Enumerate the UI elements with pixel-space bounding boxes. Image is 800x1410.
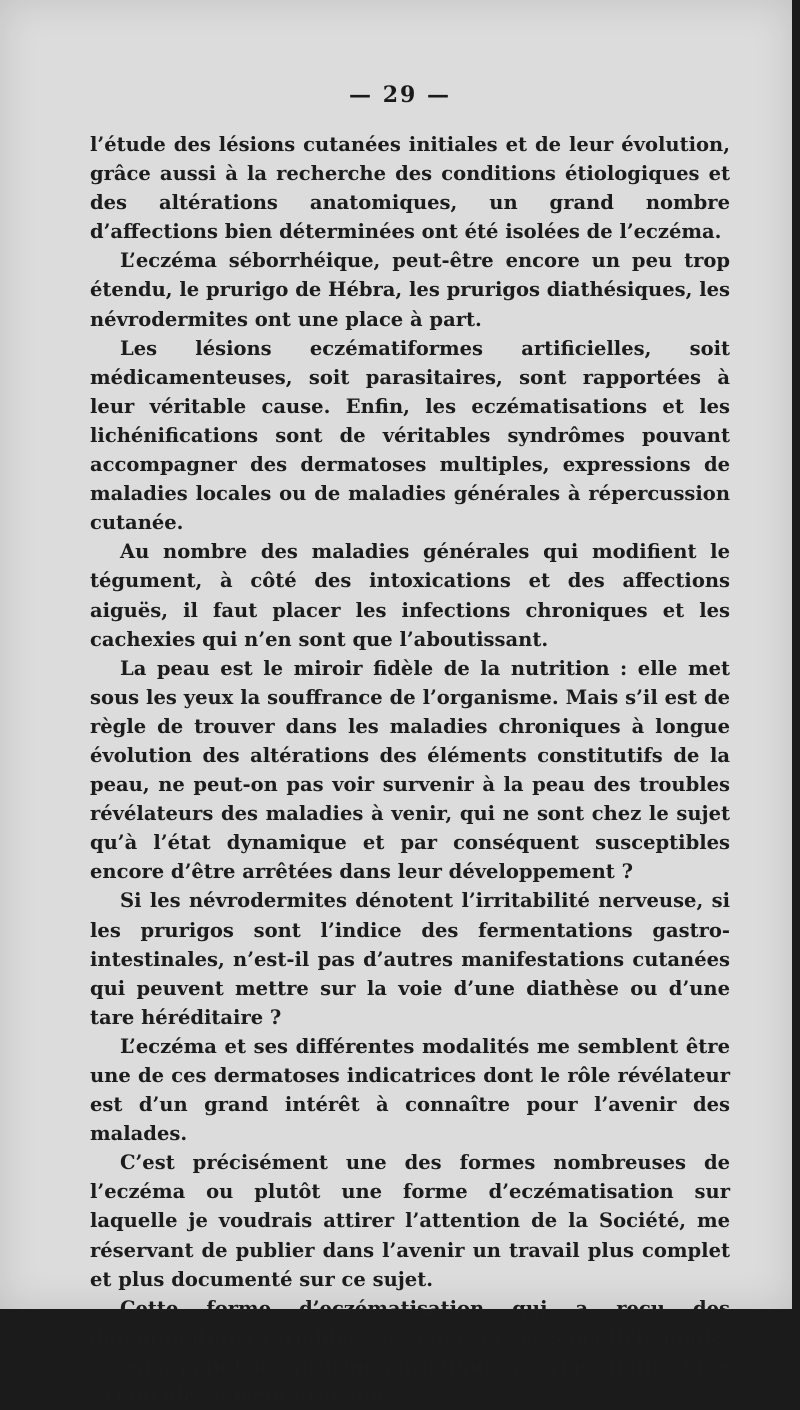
paragraph-6: Si les névrodermites dénotent l’irritabilité nerveuse, si les prurigos sont l’indice des fermentations gastro-intestinales, n’est-il pas d’autres manifestations cutanées qui peuvent mettre sur la voie d’une diathèse ou d’une tare héréditaire ? (90, 889, 730, 1029)
paragraph-7: L’eczéma et ses différentes modalités me semblent être une de ces dermatoses indicatrices dont le rôle révélateur est d’un grand intérêt à connaître pour l’avenir des malades. (90, 1034, 730, 1146)
paragraph-2: L’eczéma séborrhéique, peut-être encore un peu trop étendu, le prurigo de Hébra, les prurigos diathésiques, les névrodermites ont une place à part. (90, 249, 730, 331)
paragraph-9: Cette forme d’eczématisation qui a reçu des dénominations variables : eczéma sec, eczéma lichénoïde, eczéma papuleux, prurigo chronique, prurigo diathésique : coïncide souvent avec une (90, 1296, 730, 1408)
paragraph-5: La peau est le miroir fidèle de la nutrition : elle met sous les yeux la souffrance de l’organisme. Mais s’il est de règle de trouver dans les maladies chroniques à longue évolution des altérations des éléments constitutifs de la peau, ne peut-on pas voir survenir à la peau des troubles révélateurs des maladies à venir, qui ne sont chez le sujet qu’à l’état dynamique et par conséquent susceptibles encore d’être arrêtées dans leur développement ? (90, 656, 730, 884)
body-text (90, 130, 730, 1410)
paragraph-3: Les lésions eczématiformes artificielles, soit médicamenteuses, soit parasitaires, sont rapportées à leur véritable cause. Enfin, les eczématisations et les lichénifications sont de véritables syndrômes pouvant accompagner des dermatoses multiples, expressions de maladies locales ou de maladies générales à répercussion cutanée. (90, 336, 730, 535)
paragraph-1: l’étude des lésions cutanées initiales et de leur évolution, grâce aussi à la recherche des conditions étiologiques et des altérations anatomiques, un grand nombre d’affections bien déterminées ont été isolées de l’eczéma. (90, 133, 730, 244)
paragraph-8: C’est précisément une des formes nombreuses de l’eczéma ou plutôt une forme d’eczématisation sur laquelle je voudrais attirer l’attention de la Société, me réservant de publier dans l’avenir un travail plus complet et plus documenté sur ce sujet. (90, 1151, 730, 1291)
paragraph-4: Au nombre des maladies générales qui modifient le tégument, à côté des intoxications et des affections aiguës, il faut placer les infections chroniques et les cachexies qui n’en sont que l’aboutissant. (90, 540, 730, 651)
page-number: — 29 — (349, 82, 451, 108)
